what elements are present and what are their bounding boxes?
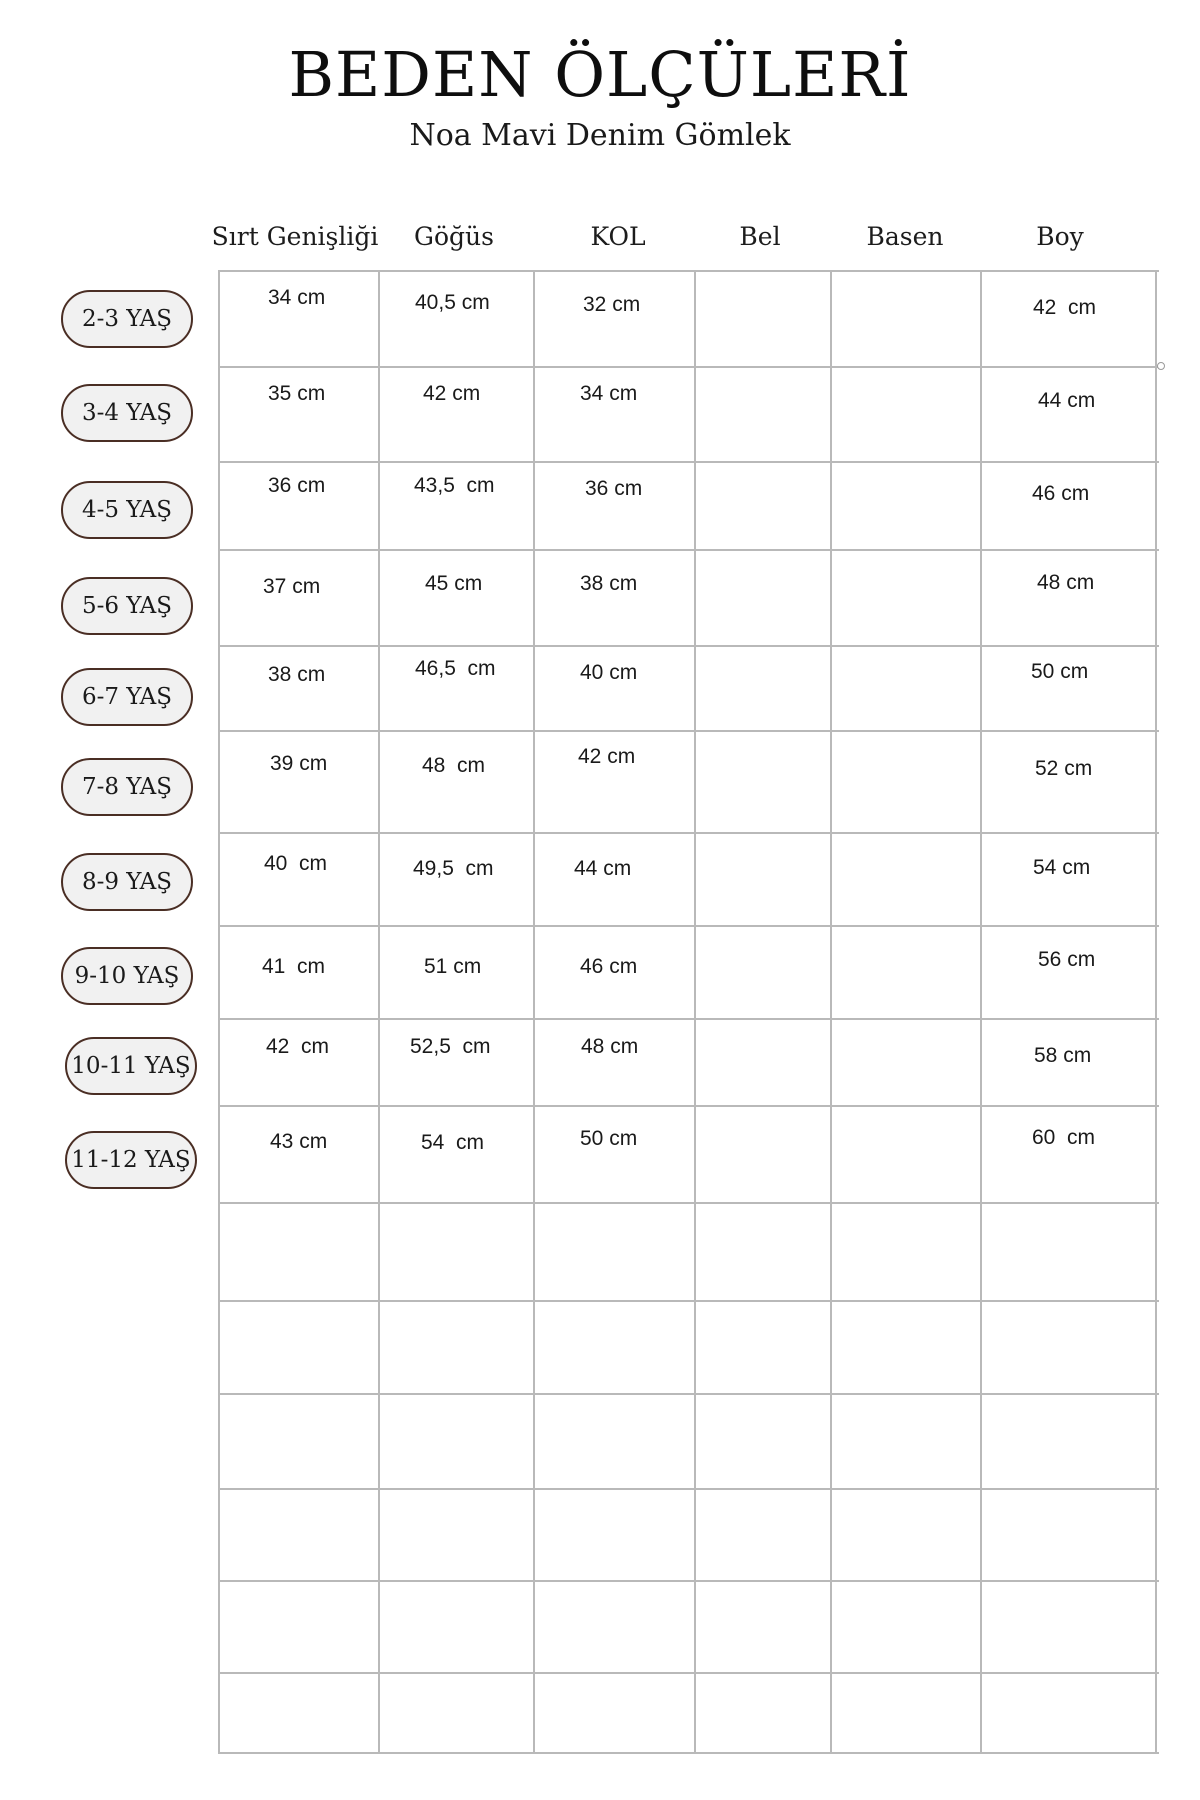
grid-column-line	[533, 270, 535, 1752]
grid-row-line	[218, 1580, 1159, 1582]
cell-kol: 48 cm	[581, 1035, 639, 1058]
grid-row-line	[218, 1752, 1159, 1754]
cell-gogus: 48 cm	[422, 754, 486, 777]
cell-kol: 38 cm	[580, 572, 638, 595]
grid-row-line	[218, 925, 1159, 927]
cell-gogus: 52,5 cm	[410, 1035, 491, 1058]
cell-kol: 44 cm	[574, 857, 632, 880]
cell-sirt-genisligi: 43 cm	[270, 1130, 328, 1153]
cell-sirt-genisligi: 35 cm	[268, 382, 326, 405]
grid-column-line	[694, 270, 696, 1752]
cell-boy: 42 cm	[1033, 296, 1097, 319]
grid-row-line	[218, 366, 1159, 368]
cell-gogus: 40,5 cm	[415, 291, 490, 314]
cell-gogus: 54 cm	[421, 1131, 485, 1154]
cell-boy: 46 cm	[1032, 482, 1090, 505]
cell-kol: 32 cm	[583, 293, 641, 316]
grid-column-line	[1155, 270, 1157, 1752]
cell-kol: 46 cm	[580, 955, 638, 978]
cell-kol: 34 cm	[580, 382, 638, 405]
size-label-pill: 4-5 YAŞ	[61, 481, 193, 539]
size-label-pill: 2-3 YAŞ	[61, 290, 193, 348]
col-header-bel: Bel	[739, 222, 781, 251]
grid-row-line	[218, 1672, 1159, 1674]
grid-column-line	[218, 270, 220, 1752]
size-label-pill: 8-9 YAŞ	[61, 853, 193, 911]
cell-sirt-genisligi: 39 cm	[270, 752, 328, 775]
grid-handle-dot	[1157, 362, 1165, 370]
col-header-gogus: Göğüs	[414, 222, 494, 251]
col-header-boy: Boy	[1036, 222, 1084, 251]
cell-boy: 58 cm	[1034, 1044, 1092, 1067]
grid-column-line	[378, 270, 380, 1752]
col-header-kol: KOL	[590, 222, 646, 251]
cell-boy: 54 cm	[1033, 856, 1091, 879]
cell-boy: 56 cm	[1038, 948, 1096, 971]
cell-sirt-genisligi: 38 cm	[268, 663, 326, 686]
grid-row-line	[218, 1018, 1159, 1020]
grid-row-line	[218, 1488, 1159, 1490]
col-header-basen: Basen	[866, 222, 944, 251]
size-label-pill: 5-6 YAŞ	[61, 577, 193, 635]
cell-kol: 40 cm	[580, 661, 638, 684]
size-label-pill: 10-11 YAŞ	[65, 1037, 197, 1095]
size-label-pill: 11-12 YAŞ	[65, 1131, 197, 1189]
cell-gogus: 46,5 cm	[415, 657, 496, 680]
grid-row-line	[218, 549, 1159, 551]
cell-sirt-genisligi: 40 cm	[264, 852, 328, 875]
cell-sirt-genisligi: 37 cm	[263, 575, 321, 598]
grid-row-line	[218, 1202, 1159, 1204]
cell-sirt-genisligi: 42 cm	[266, 1035, 330, 1058]
cell-sirt-genisligi: 36 cm	[268, 474, 326, 497]
cell-gogus: 42 cm	[423, 382, 481, 405]
grid-row-line	[218, 645, 1159, 647]
cell-kol: 42 cm	[578, 745, 636, 768]
size-label-pill: 3-4 YAŞ	[61, 384, 193, 442]
grid-row-line	[218, 730, 1159, 732]
grid-row-line	[218, 1300, 1159, 1302]
size-label-pill: 6-7 YAŞ	[61, 668, 193, 726]
cell-boy: 44 cm	[1038, 389, 1096, 412]
page-subtitle: Noa Mavi Denim Gömlek	[409, 118, 791, 153]
cell-boy: 60 cm	[1032, 1126, 1096, 1149]
cell-gogus: 51 cm	[424, 955, 482, 978]
cell-gogus: 45 cm	[425, 572, 483, 595]
size-label-pill: 9-10 YAŞ	[61, 947, 193, 1005]
grid-column-line	[830, 270, 832, 1752]
grid-row-line	[218, 270, 1159, 272]
grid-row-line	[218, 832, 1159, 834]
grid-row-line	[218, 461, 1159, 463]
grid-column-line	[980, 270, 982, 1752]
cell-sirt-genisligi: 41 cm	[262, 955, 326, 978]
grid-row-line	[218, 1105, 1159, 1107]
cell-boy: 48 cm	[1037, 571, 1095, 594]
size-label-pill: 7-8 YAŞ	[61, 758, 193, 816]
col-header-sirt-genisligi: Sırt Genişliği	[211, 222, 379, 251]
cell-boy: 50 cm	[1031, 660, 1089, 683]
cell-gogus: 49,5 cm	[413, 857, 494, 880]
page-title: BEDEN ÖLÇÜLERİ	[288, 38, 912, 111]
cell-kol: 36 cm	[585, 477, 643, 500]
cell-sirt-genisligi: 34 cm	[268, 286, 326, 309]
grid-row-line	[218, 1393, 1159, 1395]
cell-gogus: 43,5 cm	[414, 474, 495, 497]
cell-kol: 50 cm	[580, 1127, 638, 1150]
cell-boy: 52 cm	[1035, 757, 1093, 780]
